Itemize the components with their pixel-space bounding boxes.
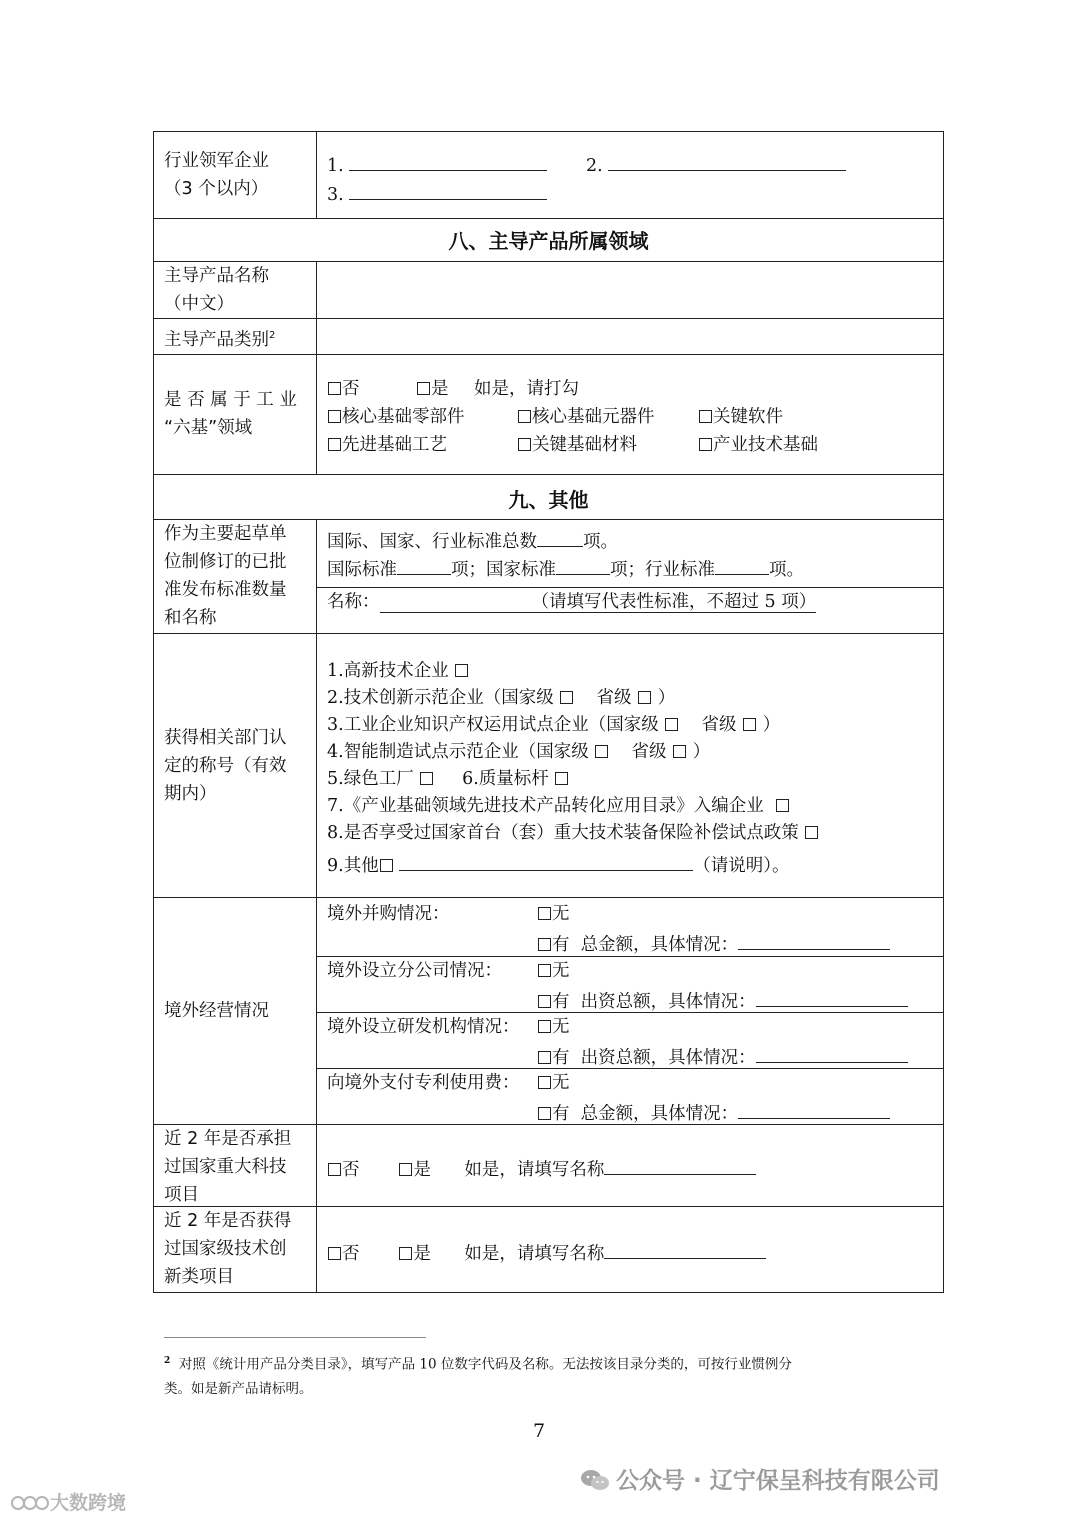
overseas-none[interactable]: 无 (537, 906, 570, 924)
title-first-set: 8.是否享受过国家首台（套）重大技术装备保险补偿试点政策 (327, 825, 819, 843)
fill-blank[interactable] (608, 154, 846, 171)
fill-blank[interactable] (738, 1102, 890, 1119)
checkbox[interactable] (699, 410, 712, 423)
leading-enterprise-3: 3. (327, 183, 547, 205)
fill-blank[interactable] (399, 854, 693, 871)
product-category-label: 主导产品类别$^2$ (164, 329, 276, 350)
six-basics-no[interactable]: 否 (327, 381, 360, 399)
six-basics-option[interactable]: 关键软件 (698, 409, 783, 427)
fill-blank[interactable] (756, 990, 908, 1007)
title-catalog: 7.《产业基础领域先进技术产品转化应用目录》入编企业 (327, 798, 790, 816)
major-project-answer: 否 是 如是，请填写名称 (327, 1158, 756, 1180)
checkbox[interactable] (665, 718, 678, 731)
fill-blank[interactable] (715, 558, 769, 575)
checkbox[interactable] (673, 745, 686, 758)
checkbox[interactable] (699, 438, 712, 451)
column-divider (316, 519, 317, 1293)
row-divider (153, 897, 944, 898)
overseas-has[interactable]: 有 总金额，具体情况： (537, 1102, 890, 1124)
checkbox[interactable] (538, 1020, 551, 1033)
title-innovation-demo: 2.技术创新示范企业（国家级 省级 ） (327, 688, 676, 708)
checkbox[interactable] (328, 410, 341, 423)
row-divider (316, 1012, 944, 1013)
checkbox[interactable] (328, 438, 341, 451)
row-divider (153, 218, 944, 219)
section-9-title: 九、其他 (508, 488, 589, 512)
six-basics-option[interactable]: 核心基础零部件 (327, 409, 465, 427)
row-divider (153, 633, 944, 634)
standards-name-blank[interactable]: （请填写代表性标准，不超过 5 项） (380, 594, 817, 613)
leading-enterprises-label: 行业领军企业 （3 个以内） (164, 151, 269, 199)
row-divider (153, 474, 944, 475)
checkbox[interactable] (328, 1247, 341, 1260)
checkbox[interactable] (538, 938, 551, 951)
title-other: 9.其他 （请说明）。 (327, 856, 790, 876)
overseas-label: 境外经营情况 (164, 1001, 269, 1021)
fill-blank[interactable] (397, 558, 451, 575)
six-basics-label: 是 否 属 于 工 业 “六基”领域 (164, 390, 297, 438)
fill-blank[interactable] (556, 558, 610, 575)
footnote: $^2$ 对照《统计用产品分类目录》，填写产品 10 位数字代码及名称。无法按该目录分类的，可按行业惯例分 类。如是新产品请标明。 (164, 1356, 792, 1397)
overseas-has[interactable]: 有 总金额，具体情况： (537, 933, 890, 955)
checkbox[interactable] (399, 1247, 412, 1260)
standards-breakdown: 国际标准 项；国家标准 项；行业标准 项。 (327, 560, 804, 580)
row-divider (316, 587, 944, 588)
watermark-right: 公众号 · 辽宁保呈科技有限公司 (580, 1469, 940, 1493)
fill-blank[interactable] (738, 933, 890, 950)
row-divider (153, 354, 944, 355)
logo-icon (10, 1495, 50, 1511)
title-green-factory: 5.绿色工厂 6.质量标杆 (327, 771, 569, 789)
watermark-left: 大数跨境 (10, 1494, 126, 1513)
six-basics-option[interactable]: 先进基础工艺 (327, 437, 447, 455)
checkbox[interactable] (417, 382, 430, 395)
checkbox[interactable] (776, 799, 789, 812)
checkbox[interactable] (538, 907, 551, 920)
checkbox[interactable] (328, 1163, 341, 1176)
standards-label: 作为主要起草单 位制修订的已批 准发布标准数量 和名称 (164, 524, 287, 628)
titles-label: 获得相关部门认 定的称号（有效 期内） (164, 728, 287, 804)
overseas-has[interactable]: 有 出资总额，具体情况： (537, 990, 908, 1012)
checkbox[interactable] (538, 964, 551, 977)
checkbox[interactable] (595, 745, 608, 758)
overseas-none[interactable]: 无 (537, 1075, 570, 1093)
overseas-has[interactable]: 有 出资总额，具体情况： (537, 1046, 908, 1068)
checkbox[interactable] (805, 826, 818, 839)
checkbox[interactable] (518, 410, 531, 423)
standards-total: 国际、国家、行业标准总数 项。 (327, 532, 618, 552)
checkbox[interactable] (518, 438, 531, 451)
fill-blank[interactable] (756, 1046, 908, 1063)
checkbox[interactable] (538, 1107, 551, 1120)
innovation-project-answer: 否 是 如是，请填写名称 (327, 1242, 766, 1264)
six-basics-yes[interactable]: 是 (416, 381, 449, 399)
checkbox[interactable] (743, 718, 756, 731)
innovation-project-label: 近 2 年是否获得 过国家级技术创 新类项目 (164, 1211, 292, 1287)
fill-blank[interactable] (349, 183, 547, 200)
fill-blank[interactable] (349, 154, 547, 171)
checkbox[interactable] (380, 859, 393, 872)
checkbox[interactable] (555, 772, 568, 785)
overseas-row-title: 境外设立分公司情况： (327, 961, 502, 981)
fill-blank[interactable] (604, 1158, 756, 1175)
major-project-label: 近 2 年是否承担 过国家重大科技 项目 (164, 1129, 292, 1205)
checkbox[interactable] (455, 664, 468, 677)
row-divider (316, 956, 944, 957)
title-smart-manufacturing: 4.智能制造试点示范企业（国家级 省级 ） (327, 742, 711, 762)
title-ip-pilot: 3.工业企业知识产权运用试点企业（国家级 省级 ） (327, 715, 781, 735)
footnote-separator (164, 1337, 426, 1338)
six-basics-hint: 如是，请打勾 (474, 379, 579, 399)
overseas-none[interactable]: 无 (537, 1019, 570, 1037)
overseas-row-title: 境外设立研发机构情况： (327, 1017, 520, 1037)
leading-enterprise-2: 2. (586, 154, 846, 176)
checkbox[interactable] (538, 995, 551, 1008)
checkbox[interactable] (399, 1163, 412, 1176)
six-basics-option[interactable]: 产业技术基础 (698, 437, 818, 455)
row-divider (153, 261, 944, 262)
row-divider (153, 318, 944, 319)
checkbox[interactable] (538, 1051, 551, 1064)
overseas-row-title: 境外并购情况： (327, 904, 450, 924)
overseas-row-title: 向境外支付专利使用费： (327, 1073, 520, 1093)
title-high-tech: 1.高新技术企业 (327, 663, 469, 681)
page-number: 7 (533, 1420, 546, 1442)
row-divider (316, 1068, 944, 1069)
standards-name: 名称： （请填写代表性标准，不超过 5 项） (327, 592, 817, 612)
column-divider (316, 131, 317, 218)
section-8-title: 八、主导产品所属领域 (448, 229, 649, 253)
checkbox[interactable] (538, 1076, 551, 1089)
product-name-label: 主导产品名称 （中文） (164, 266, 269, 314)
checkbox[interactable] (328, 382, 341, 395)
six-basics-option[interactable]: 关键基础材料 (517, 437, 637, 455)
fill-blank[interactable] (537, 530, 583, 547)
column-divider (316, 261, 317, 474)
checkbox[interactable] (638, 691, 651, 704)
leading-enterprise-1: 1. (327, 154, 547, 176)
wechat-icon (580, 1469, 610, 1491)
six-basics-option[interactable]: 核心基础元器件 (517, 409, 655, 427)
fill-blank[interactable] (604, 1242, 766, 1259)
checkbox[interactable] (560, 691, 573, 704)
checkbox[interactable] (420, 772, 433, 785)
overseas-none[interactable]: 无 (537, 963, 570, 981)
